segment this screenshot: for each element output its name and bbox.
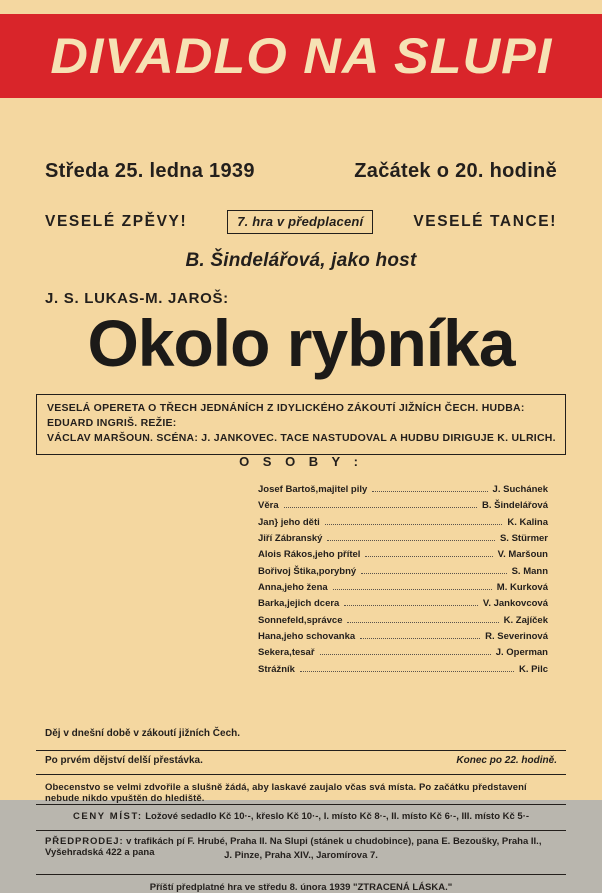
cast-role: Barka, xyxy=(258,598,288,610)
cast-actor: V. Jankovcová xyxy=(482,598,548,610)
cast-dot-leader xyxy=(320,648,491,655)
cast-actor: K. Pilc xyxy=(518,663,548,675)
cast-role: Věra xyxy=(258,500,279,512)
cast-actor: S. Mann xyxy=(511,565,548,577)
cast-role: Alois Rákos, xyxy=(258,549,316,561)
cast-role-detail: jeho žena xyxy=(284,581,328,593)
cast-row xyxy=(258,547,548,563)
description-line-1: VESELÁ OPERETA O TŘECH JEDNÁNÍCH Z IDYLICKÉHO ZÁKOUTÍ JIŽNÍCH ČECH. HUDBA: EDUARD INGRIŠ. REŽIE: xyxy=(47,402,525,430)
cast-dot-leader xyxy=(365,550,492,557)
intermission-row xyxy=(0,755,602,766)
cast-role: Jiří Zábranský xyxy=(258,532,323,544)
cast-row xyxy=(258,596,548,612)
cast-role: Bořivoj Štika, xyxy=(258,565,319,577)
cast-heading: O S O B Y : xyxy=(239,454,363,469)
audience-notice: Obecenstvo se velmi zdvořile a slušně žádá, aby laskavé zaujalo včas svá místa. Po začátku představení nebude nikdo vpuštěn do hlediště. xyxy=(45,782,527,804)
cast-role: Jan xyxy=(258,516,275,528)
slogan-left: VESELÉ ZPĚVY! xyxy=(45,213,188,230)
cast-dot-leader xyxy=(361,567,506,574)
setting-note: Děj v dnešní době v zákoutí jižních Čech. xyxy=(45,728,241,739)
cast-role: Sekera, xyxy=(258,647,292,659)
cast-row xyxy=(258,515,548,531)
performance-start-time: Začátek o 20. hodině xyxy=(354,160,557,182)
cast-role: Hana, xyxy=(258,630,284,642)
cast-role: Sonnefeld, xyxy=(258,614,307,626)
cast-role-detail: správce xyxy=(306,614,343,626)
cast-row xyxy=(258,531,548,547)
cast-role: Josef Bartoš, xyxy=(258,484,319,495)
cast-row xyxy=(258,613,548,629)
cast-role-detail: jejich dcera xyxy=(287,598,340,610)
ticket-prices-text: Ložové sedadlo Kč 10·-, křeslo Kč 10·-, I. místo Kč 8·-, II. místo Kč 6·-, III. místo Kč 5·- xyxy=(145,811,530,822)
cast-dot-leader xyxy=(360,632,480,639)
poster-header-band xyxy=(0,14,602,98)
presale-label: PŘEDPRODEJ: xyxy=(45,836,124,847)
presale-text: v trafikách pí F. Hrubé, Praha II. Na Slupi (stánek u chudobince), pana E. Bezoušky, Praha II., Vyšehradská 422 a pana xyxy=(45,836,542,858)
subscription-badge: 7. hra v předplacení xyxy=(227,210,373,234)
intermission-note: Po prvém dějství delší přestávka. xyxy=(45,755,203,766)
ticket-prices-label: CENY MÍST: xyxy=(72,811,143,822)
cast-role-detail: porybný xyxy=(318,565,357,577)
cast-role-detail: jeho schovanka xyxy=(283,630,356,642)
theatre-name: DIVADLO NA SLUPI xyxy=(50,28,552,84)
cast-dot-leader xyxy=(325,518,503,525)
cast-actor: S. Stürmer xyxy=(499,532,548,544)
cast-dot-leader xyxy=(347,616,498,623)
description-line-2: VÁCLAV MARŠOUN. SCÉNA: J. JANKOVEC. TACE NASTUDOVAL A HUDBU DIRIGUJE K. ULRICH. xyxy=(47,432,556,445)
divider-1 xyxy=(36,750,566,751)
cast-actor: V. Maršoun xyxy=(497,549,548,561)
cast-actor: J. Suchánek xyxy=(492,484,548,495)
cast-actor: M. Kurková xyxy=(496,581,548,593)
cast-actor: K. Kalina xyxy=(507,516,548,528)
cast-row xyxy=(258,498,548,514)
cast-row xyxy=(258,662,548,678)
cast-row xyxy=(258,482,548,498)
cast-dot-leader xyxy=(372,485,487,492)
date-time-row xyxy=(0,160,602,183)
poster-body xyxy=(0,98,602,893)
cast-actor: R. Severinová xyxy=(485,630,548,642)
guest-performer: B. Šindelářová, jako host xyxy=(185,250,417,271)
cast-role-detail: jeho přítel xyxy=(315,549,361,561)
cast-dot-leader xyxy=(333,583,492,590)
cast-role: Strážník xyxy=(258,663,295,675)
next-show-note: Příští předplatné hra ve středu 8. února 1939 "ZTRACENÁ LÁSKA." xyxy=(149,882,453,893)
divider-2 xyxy=(36,774,566,775)
cast-actor: B. Šindelářová xyxy=(482,500,548,512)
slogan-right: VESELÉ TANCE! xyxy=(413,213,557,230)
authors-line: J. S. LUKAS-M. JAROŠ: xyxy=(45,290,229,307)
cast-actor: K. Zajíček xyxy=(503,614,548,626)
cast-row xyxy=(258,645,548,661)
cast-dot-leader xyxy=(344,599,478,606)
divider-5 xyxy=(36,874,566,875)
play-title: Okolo rybníka xyxy=(87,306,515,380)
cast-dot-leader xyxy=(284,501,477,508)
cast-dot-leader xyxy=(300,665,514,672)
divider-3 xyxy=(36,804,566,805)
cast-role: Anna, xyxy=(258,581,285,593)
description-box xyxy=(36,394,566,455)
cast-row xyxy=(258,629,548,645)
slogan-row xyxy=(0,210,602,234)
end-time-note: Konec po 22. hodině. xyxy=(456,755,557,766)
cast-role-detail: tesař xyxy=(291,647,315,659)
divider-4 xyxy=(36,830,566,831)
cast-actor: J. Operman xyxy=(495,647,548,659)
ticket-prices xyxy=(0,811,602,822)
cast-role-detail: majitel pily xyxy=(318,484,368,495)
presale-text-2: J. Pinze, Praha XIV., Jaromírova 7. xyxy=(224,850,378,861)
cast-row xyxy=(258,564,548,580)
cast-dot-leader xyxy=(327,534,495,541)
cast-list xyxy=(258,482,548,678)
cast-role-detail: } jeho děti xyxy=(274,516,320,528)
performance-date: Středa 25. ledna 1939 xyxy=(45,160,255,182)
cast-row xyxy=(258,580,548,596)
